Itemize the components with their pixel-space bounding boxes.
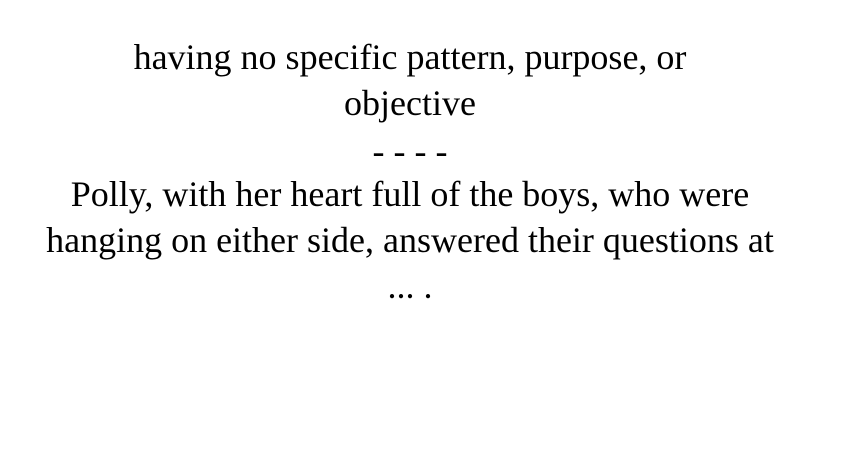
- example-sentence: Polly, with her heart full of the boys, who were hanging on either side, answered their questions at ... .: [46, 174, 774, 306]
- definition-text: having no specific pattern, purpose, or objective: [133, 37, 687, 123]
- separator: - - - -: [372, 131, 448, 171]
